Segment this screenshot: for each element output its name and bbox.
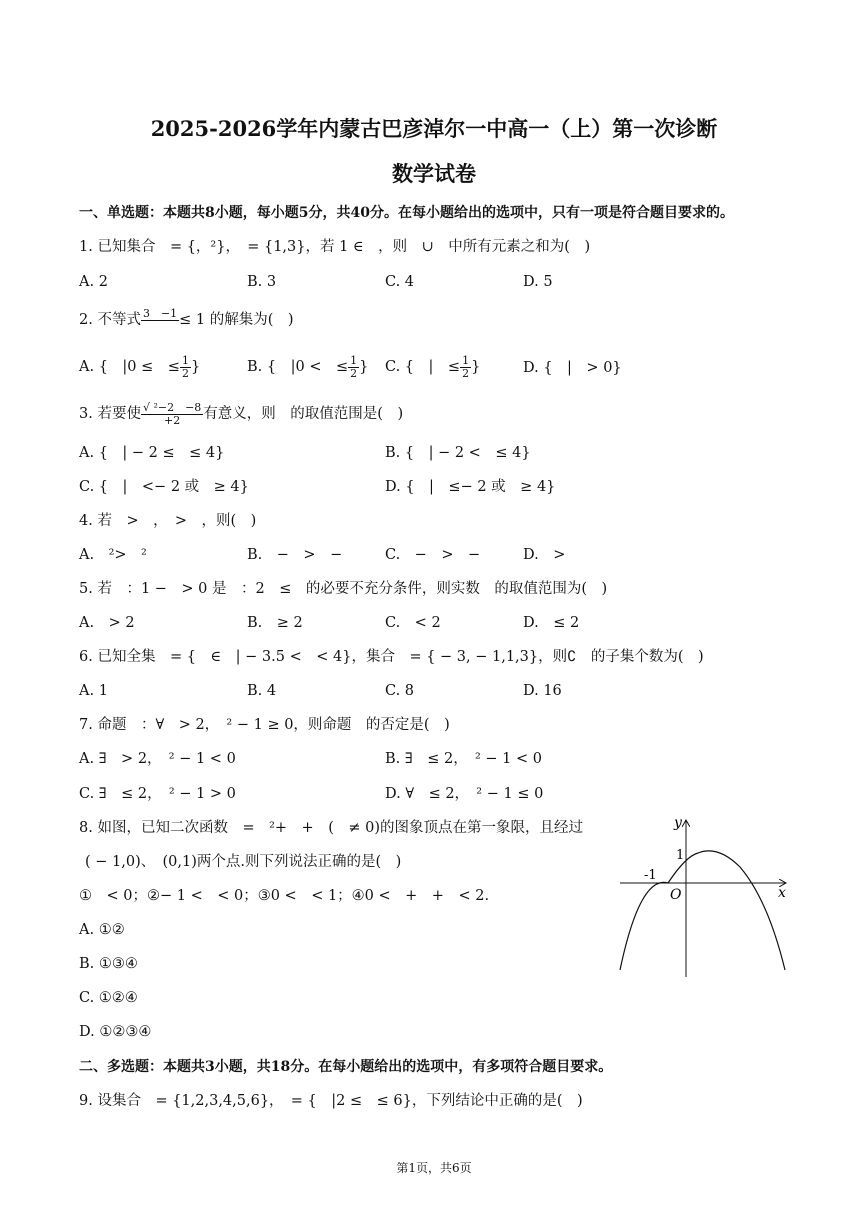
question-1-option-c: C. 4 bbox=[385, 274, 415, 290]
question-8-stem-line2: ( − 1,0)、 (0,1)两个点.则下列说法正确的是( ) bbox=[85, 854, 402, 870]
question-5-stem: 5. 若 ：1 − > 0 是 ：2 ≤ 的必要不充分条件，则实数 的取值范围为( ) bbox=[79, 581, 608, 597]
question-3-option-d: D. { | ≤− 2 或 ≥ 4} bbox=[385, 479, 556, 495]
page-title: 2025-2026学年内蒙古巴彦淖尔一中高一（上）第一次诊断 bbox=[150, 116, 718, 141]
question-2-stem-prefix: 2. 不等式 bbox=[79, 312, 141, 329]
question-2-fraction bbox=[141, 308, 179, 332]
page-subtitle: 数学试卷 bbox=[392, 161, 476, 186]
question-5-option-b: B. ≥ 2 bbox=[247, 615, 303, 631]
question-8-statements: ① < 0；②− 1 < < 0；③0 < < 1；④0 < + + < 2. bbox=[79, 888, 490, 904]
question-1-option-d: D. 5 bbox=[523, 274, 553, 290]
y-intercept-label: 1 bbox=[676, 848, 685, 863]
question-6-option-b: B. 4 bbox=[247, 683, 277, 699]
question-2-option-a: A. { |0 ≤ ≤ $\frac{1}{2}$ } bbox=[79, 354, 201, 380]
question-2-option-c: C. { | ≤ $\frac{1}{2}$ } bbox=[385, 354, 481, 380]
question-4-option-d: D. > bbox=[523, 547, 566, 563]
question-3-stem-prefix: 3. 若要使 bbox=[79, 406, 141, 423]
question-3-fraction-numerator: √ ²−2 −8 bbox=[142, 401, 202, 414]
question-3-stem-suffix: 有意义，则 的取值范围是( ) bbox=[203, 406, 404, 423]
question-5-option-a: A. > 2 bbox=[79, 615, 135, 631]
question-8-option-c: C. ①②④ bbox=[79, 990, 138, 1006]
question-2-fraction-numerator: 3 −1 bbox=[142, 307, 178, 320]
question-1-option-b: B. 3 bbox=[247, 274, 277, 290]
question-1-stem: 1. 已知集合 = {，²}， = {1,3}，若 1 ∈ ，则 ∪ 中所有元素之和为( ) bbox=[79, 239, 591, 255]
x-intercept-label: -1 bbox=[644, 868, 657, 883]
question-8-parabola-figure bbox=[610, 815, 795, 985]
question-7-option-b: B. ∃ ≤ 2， ² − 1 < 0 bbox=[385, 751, 542, 767]
question-8-option-d: D. ①②③④ bbox=[79, 1024, 152, 1040]
question-3-option-c: C. { | <− 2 或 ≥ 4} bbox=[79, 479, 249, 495]
question-3-stem bbox=[79, 402, 403, 426]
question-3-fraction-denominator: +2 bbox=[164, 413, 181, 427]
question-1-option-a: A. 2 bbox=[79, 274, 108, 290]
question-7-option-d: D. ∀ ≤ 2， ² − 1 ≤ 0 bbox=[385, 786, 544, 802]
question-4-option-b: B. − > − bbox=[247, 547, 343, 563]
question-8-stem-line1: 8. 如图，已知二次函数 = ²+ + ( ≠ 0)的图象顶点在第一象限，且经过 bbox=[79, 820, 583, 836]
x-axis-label: x bbox=[778, 885, 786, 901]
y-axis-label: y bbox=[674, 815, 682, 831]
question-3-fraction bbox=[141, 402, 203, 426]
question-4-stem: 4. 若 > ， > ，则( ) bbox=[79, 513, 257, 529]
question-5-option-c: C. < 2 bbox=[385, 615, 441, 631]
question-2-stem-suffix: ≤ 1 的解集为( ) bbox=[179, 312, 294, 329]
question-6-option-d: D. 16 bbox=[523, 683, 562, 699]
question-2-stem bbox=[79, 308, 294, 332]
question-6-option-c: C. 8 bbox=[385, 683, 415, 699]
question-2-option-b: B. { |0 < ≤ $\frac{1}{2}$ } bbox=[247, 354, 369, 380]
question-7-stem: 7. 命题 ：∀ > 2， ² − 1 ≥ 0，则命题 的否定是( ) bbox=[79, 717, 450, 733]
question-8-option-a: A. ①② bbox=[79, 922, 125, 938]
origin-label: O bbox=[670, 887, 682, 903]
section-heading-single-choice: 一、单选题：本题共8小题，每小题5分，共40分。在每小题给出的选项中，只有一项是符合题目要求的。 bbox=[79, 205, 734, 221]
question-4-option-a: A. ²> ² bbox=[79, 547, 147, 563]
question-2-option-d: D. { | > 0} bbox=[523, 360, 622, 376]
question-3-option-a: A. { | − 2 ≤ ≤ 4} bbox=[79, 445, 225, 461]
question-5-option-d: D. ≤ 2 bbox=[523, 615, 580, 631]
question-6-option-a: A. 1 bbox=[79, 683, 108, 699]
section-heading-multiple-choice: 二、多选题：本题共3小题，共18分。在每小题给出的选项中，有多项符合题目要求。 bbox=[79, 1059, 613, 1075]
question-7-option-c: C. ∃ ≤ 2， ² − 1 > 0 bbox=[79, 786, 236, 802]
question-8-option-b: B. ①③④ bbox=[79, 956, 138, 972]
question-7-option-a: A. ∃ > 2， ² − 1 < 0 bbox=[79, 751, 236, 767]
question-3-option-b: B. { | − 2 < ≤ 4} bbox=[385, 445, 531, 461]
page-footer: 第1页，共6页 bbox=[396, 1161, 472, 1175]
question-6-stem: 6. 已知全集 = { ∈ | − 3.5 < < 4}，集合 = { − 3, − 1,1,3}，则∁ 的子集个数为( ) bbox=[79, 649, 704, 665]
question-4-option-c: C. − > − bbox=[385, 547, 481, 563]
question-9-stem: 9. 设集合 = {1,2,3,4,5,6}， = { |2 ≤ ≤ 6}，下列结论中正确的是( ) bbox=[79, 1093, 583, 1109]
